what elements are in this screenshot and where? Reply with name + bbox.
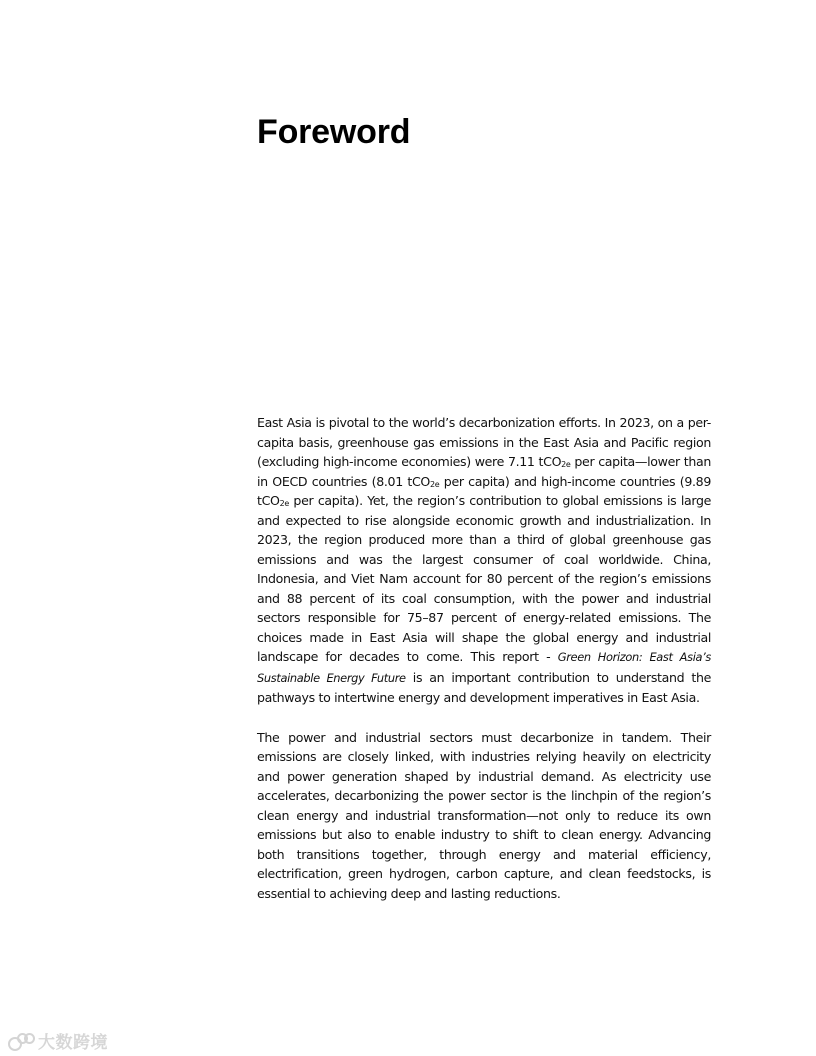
p1-text-1: East Asia is pivotal to the world’s decarbonization efforts. In 2023, on a per-capita basis, greenhouse gas emissions in the East Asia and Pacific region (excluding high-income economies) were 7.11 tCO	[257, 415, 711, 469]
p1-subscript-2: 2e	[429, 479, 440, 489]
watermark	[8, 1028, 108, 1053]
p1-text-2: per capita—lower than in OECD countries (8.01 tCO	[257, 454, 711, 489]
p1-subscript-1: 2e	[561, 460, 571, 469]
p1-subscript-3: 2e	[279, 499, 289, 508]
watermark-text: 大数跨境	[38, 1033, 108, 1053]
paragraph-1	[257, 413, 711, 708]
report-title-italic: Green Horizon: East Asia’s Sustainable Energy Future	[257, 650, 712, 685]
foreword-body	[257, 413, 711, 903]
p1-text-3: per capita) and high-income countries (9.89 tCO	[257, 473, 711, 508]
brand-logo-icon	[8, 1031, 34, 1051]
page-title: Foreword	[257, 113, 411, 151]
paragraph-2: The power and industrial sectors must decarbonize in tandem. Their emissions are closely linked, with industries relying heavily on electricity and power generation shaped by industrial demand. As electricity use accelerates, decarbonizing the power sector is the linchpin of the region’s clean energy and industrial transformation—not only to reduce its own emissions but also to enable industry to shift to clean energy. Advancing both transitions together, through energy and material efficiency, electrification, green hydrogen, carbon capture, and clean feedstocks, is essential to achieving deep and lasting reductions.	[257, 729, 711, 901]
p1-text-5: is an important contribution to understand the pathways to intertwine energy and development imperatives in East Asia.	[257, 669, 711, 705]
p1-text-4: per capita). Yet, the region’s contribution to global emissions is large and expected to rise alongside economic growth and industrialization. In 2023, the region produced more than a third of global greenhouse gas emissions and was the largest consumer of coal worldwide. China, Indonesia, and Viet Nam account for 80 percent of the region’s emissions and 88 percent of its coal consumption, with the power and industrial sectors responsible for 75–87 percent of energy-related emissions. The choices made in East Asia will shape the global energy and industrial landscape for decades to come. This report -	[257, 493, 711, 664]
